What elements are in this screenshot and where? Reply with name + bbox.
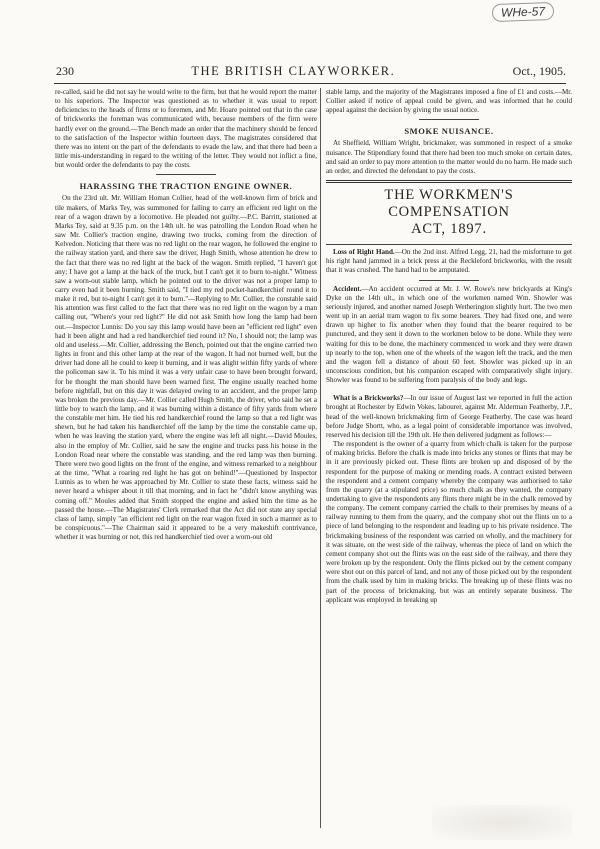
section-heading-traction-engine: HARASSING THE TRACTION ENGINE OWNER.: [79, 181, 293, 192]
article-body-traction-engine: On the 23rd ult. Mr. William Homan Collier, head of the well-known firm of brick and tile makers, of Marks Tey, was summoned for failing to carry an efficient red light on the rear of a wagon drawn by a locomotive. He pleaded not guilty.—P.C. Barritt, stationed at Marks Tey, said at 9.35 p.m. on the 14th ult. he was patrolling the London Road when he saw Mr. Collier's traction engine, drawing two trucks, coming from the direction of Kelvedon. Noticing that there was no red light on the rear wagon, he followed the engine to the railway station yard, and there saw the driver, Hugh Smith, whose attention he drew to the fact that there was no red light at the back of the wagon. Smith replied, "I haven't got any; I have got a lamp at the back of the truck, but I can't get it to burn to-night." Witness saw a worn-out stable lamp, which he pointed out to the driver was not a proper lamp to carry even had it been burning. Smith said, "I tied my red pocket-handkerchief round it to make it red, but to-night I can't get it to burn."—Replying to Mr. Collier, the constable said his attention was first called to the fact that there was no red light on the wagon by a man calling out, "Where's your red light?" He did not ask Smith how long the lamp had been out.—Inspector Lunnis: Do you say this lamp would have been an "efficient red light" even had it been alight and had a red handkerchief tied round it? No, I should not; the lamp was old and useless.—Mr. Collier, addressing the Bench, pointed out that the engine carried two lights in front and this other lamp at the rear of the wagon. It had not burned well, but the driver had done all he could to keep it burning, and it was alight within fifty yards of where the policeman saw it. To his mind it was a very unfair case to have been brought forward, for he thought the man should have been warned first. The engine usually reached home before nightfall, but on this day it was delayed owing to an accident, and the proper lamp was broken the previous day.—Mr. Collier called Hugh Smith, the driver, who said he set a little boy to watch the lamp, and it was burning within a distance of fifty yards from where the constable met him. He tied his red handkerchief round the lamp so that a red light was shewn, but he had taken his handkerchief off the lamp by the time the constable came up, when he was leaving the station yard, where the engine was left all night.—David Moules, also in the employ of Mr. Collier, said he saw the engine and trucks pass his house in the London Road near where the constable was standing, and the red lamp was then burning. There were two good lights on the front of the engine, and witness remarked to a neighbour at the time, "What a roaring red light he has got on behind!"—Questioned by Inspector Lunnis as to when he was approached by Mr. Collier to state these facts, witness said he never heard a whisper about it till that morning, and in fact he "didn't know anything was coming off." Moules added that Smith stopped the engine and asked him the time as he passed the house.—The Magistrates' Clerk remarked that the Act did not state any special class of lamp, simply "an efficient red light on the rear wagon fixed in such a manner as to be conspicuous."—The Chairman said it appeared to be a very makeshift contrivance, whether it was burning or not, this red handkerchief tied over a worn-out old: [55, 194, 317, 542]
run-in-heading: What is a Brickworks?: [333, 394, 404, 403]
journal-title: THE BRITISH CLAYWORKER.: [191, 64, 396, 78]
paper-smudge: [432, 805, 572, 840]
section-rule: [156, 174, 216, 175]
page-number: 230: [56, 64, 74, 78]
compensation-act-heading-line2: ACT, 1897.: [411, 221, 487, 238]
run-in-heading: Accident.: [333, 284, 362, 293]
header-rule: [54, 83, 566, 84]
section-rule: [419, 119, 479, 120]
section-heading-smoke-nuisance: SMOKE NUISANCE.: [404, 126, 494, 137]
run-in-heading: Loss of Right Hand.: [333, 248, 395, 257]
article-body-smoke-nuisance: At Sheffield, William Wright, brickmaker, was summoned in respect of a smoke nuisance. The Stipendiary found that there had been too much smoke on certain dates, and said an order to pay more attention to the matter would do no harm. He made such an order, and directed the defendant to pay the costs.: [326, 139, 572, 175]
page-header: [56, 64, 566, 78]
right-column: [326, 88, 572, 838]
paragraph-rule: [419, 280, 479, 281]
paragraph-what-is-a-brickworks: [326, 394, 572, 440]
paragraph-judgment: The respondent is the owner of a quarry from which chalk is taken for the purpose of making bricks. Before the chalk is made into bricks any stones or flints that may be in it are previously picked out. These flints are broken up and disposed of by the respondent for the purpose of making or mending roads. A contract existed between the respondent and a cement company whereby the company was authorised to take from the quarry (at a stipulated price) so much chalk as they wanted, the company undertaking to give the respondents any flints there might be in the chalk removed by the company. The cement company carried the chalk to their premises by means of a railway running to them from the quarry, and the company shot out the flints on to a piece of land belonging to the respondent and leading up to his private residence. The brickmaking business of the respondent was carried on wholly, and the machinery for it was situate, on the west side of the railway, whereas the piece of land on which the cement company shot out the flints was on the east side of the railway, and there they were broken up by the respondent. Only the flints picked out by the cement company were shot out on this parcel of land, and not any of those picked out by the respondent from the chalk used by him in making bricks. The breaking up of these flints was no part of the process of brickmaking, but was an entirely separate business. The applicant was employed in breaking up: [326, 440, 572, 604]
paragraph-text: —In our issue of August last we reported in full the action brought at Rochester by Edwin Vokes, labourer, against Mr. Alderman Featherby, J.P., head of the well-known brickmaking firm of George Featherby. The case was heard before Judge Shortt, who, as a legal point of considerable importance was involved, reserved his decision till the 19th ult. He then delivered judgment as follows:—: [326, 394, 572, 439]
paragraph-accident: [326, 285, 572, 386]
heading-rule: [326, 244, 572, 245]
column-divider: [320, 88, 321, 828]
continued-paragraph: re-called, said he did not say he would write to the firm, but that he would report the matter to his superiors. The Inspector was questioned as to whether it was usual to report deficiencies to the heads of firms or to foremen, and Mr. Hoare pointed out that in the case of brickworks the foreman was communicated with, because members of the firm were hardly ever on the ground.—The Bench made an order that the machinery should be fenced to the satisfaction of the Inspector within fourteen days. The magistrates considered that there was no intent on the part of the defendants to evade the law, and that there had been a little mis-understanding in regard to the writing of the letter. They would not inflict a fine, but would order the defendants to pay the costs.: [55, 88, 317, 170]
paragraph-rule: [419, 389, 479, 390]
issue-date: Oct., 1905.: [512, 64, 566, 78]
paragraph-loss-of-right-hand: [326, 248, 572, 275]
archive-reference-mark: WHe-57: [492, 2, 555, 22]
continued-paragraph-right: stable lamp, and the majority of the Magistrates imposed a fine of £1 and costs.—Mr. Collier asked if notice of appeal could be given, and was informed that he could appeal against the decision by giving the usual notice.: [326, 88, 572, 115]
double-rule: [326, 180, 572, 183]
paragraph-text: —On the 2nd inst. Alfred Legg, 21, had the misfortune to get his right hand jammed in a brick press at the Reckleford brickworks, with the result that it was crushed. The hand had to be amputated.: [326, 248, 572, 275]
compensation-act-heading: [326, 187, 572, 238]
compensation-act-heading-line1: THE WORKMEN'S COMPENSATION: [384, 187, 514, 221]
left-column: [55, 88, 317, 838]
paragraph-text: —An accident occurred at Mr. J. W. Rowe's new brickyards at King's Dyke on the 14th ult., in which one of the workmen named Wm. Showler was seriously injured, and another named Joseph Wetherington slightly hurt. The two men went up in an aerial tram wagon to fix some bearers. They had fixed one, and were drawn up higher to fix another when they found that the bearer required to be punctured, and they sent it down to the workmen below to be done. While they were waiting for this to be done, the machinery commenced to work and they were drawn up nearly to the top, when one of the wheels of the wagon left the track, and the men and the wagon fell a distance of about 60 feet. Showler was picked up in an unconscious condition, but his companion escaped with comparatively slight injury. Showler was found to be suffering from paralysis of the body and legs.: [326, 284, 572, 385]
